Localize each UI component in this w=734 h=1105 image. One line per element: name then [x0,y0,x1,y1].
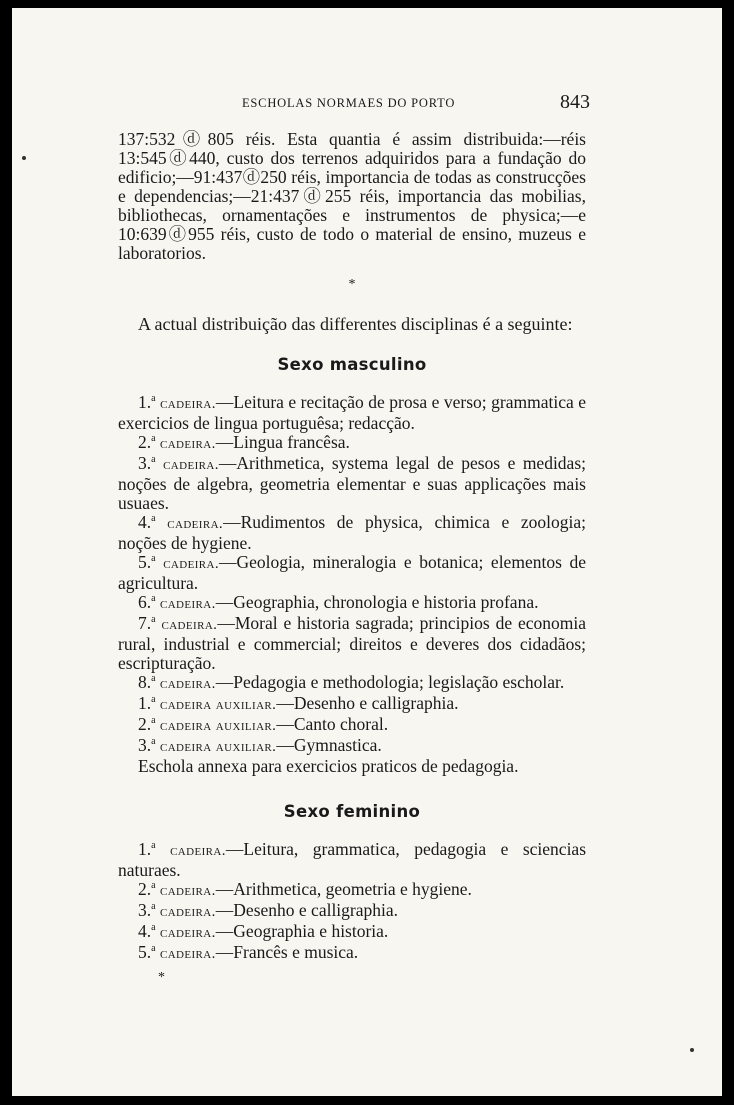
page-body [118,130,586,987]
section-heading-female: Sexo feminino [283,802,421,821]
list-item: 3.$^a$ cadeira.—Arithmetica, systema legal de pesos e medidas; noções de algebra, geometria elementar e suas applicações mais usuaes. [118,453,586,513]
list-item: 3.$^a$ cadeira.—Desenho e calligraphia. [138,900,399,920]
list-item: 7.$^a$ cadeira.—Moral e historia sagrada; principios de economia rural, industrial e commercial; direitos e deveres dos cidadãos; escripturação. [118,613,586,673]
entry-text: —Leitura, grammatica, pedagogia e sciencias naturaes. [118,839,587,880]
list-item: 6.$^a$ cadeira.—Geographia, chronologia e historia profana. [138,592,539,612]
entry-text: —Rudimentos de physica, chimica e zoologia; noções de hygiene. [118,512,587,553]
entry-text: —Geographia e historia. [215,921,389,941]
male-subject-list [118,393,586,776]
female-subject-list [118,840,586,964]
list-item: 3.$^a$ cadeira auxiliar.—Gymnastica. [138,735,382,755]
ink-speck [22,156,26,160]
entry-text: —Leitura e recitação de prosa e verso; grammatica e exercicios de lingua portuguêsa; redacção. [118,392,586,433]
list-item: 2.$^a$ cadeira auxiliar.—Canto choral. [138,714,389,734]
running-title: ESCHOLAS NORMAES DO PORTO [242,96,456,110]
entry-label: cadeira. [159,925,216,941]
list-item: 5.$^a$ cadeira.—Geologia, mineralogia e botanica; elementos de agricultura. [118,552,586,593]
end-asterisk: * [158,970,165,985]
entry-text: —Geologia, mineralogia e botanica; elementos de agricultura. [118,552,586,593]
entry-label: cadeira. [160,396,216,412]
list-item: 4.$^a$ cadeira.—Geographia e historia. [138,921,389,941]
entry-label: cadeira. [163,556,220,572]
entry-label: cadeira. [159,904,216,920]
entry-label: cadeira. [167,516,224,532]
section-heading-male: Sexo masculino [277,355,427,374]
entry-label: cadeira auxiliar. [159,718,277,734]
distribution-intro: A actual distribuição das differentes disciplinas é a seguinte: [138,314,573,334]
asterism-separator: * [348,277,356,292]
entry-text: —Lingua francêsa. [215,432,350,452]
entry-text: —Francês e musica. [215,942,359,962]
entry-label: cadeira. [159,946,216,962]
list-item: 1.$^a$ cadeira.—Leitura e recitação de prosa e verso; grammatica e exercicios de lingua portuguêsa; redacção. [118,392,586,433]
page-header [12,91,722,120]
annex-line: Eschola annexa para exercicios praticos de pedagogia. [138,756,519,776]
entry-text: —Desenho e calligraphia. [215,900,399,920]
list-item: 4.$^a$ cadeira.—Rudimentos de physica, chimica e zoologia; noções de hygiene. [118,512,587,553]
entry-text: —Arithmetica, systema legal de pesos e medidas; noções de algebra, geometria elementar e suas applicações mais usuaes. [118,453,586,513]
list-item: 2.$^a$ cadeira.—Arithmetica, geometria e hygiene. [138,879,472,899]
entry-label: cadeira. [159,596,216,612]
entry-text: —Arithmetica, geometria e hygiene. [215,879,472,899]
page-number: 843 [560,91,590,113]
entry-text: —Desenho e calligraphia. [276,693,459,713]
list-item: 2.$^a$ cadeira.—Lingua francêsa. [138,432,350,452]
entry-text: —Gymnastica. [276,735,382,755]
entry-label: cadeira. [161,617,218,633]
entry-label: cadeira. [159,676,216,692]
entry-text: —Geographia, chronologia e historia profana. [215,592,539,612]
list-item: 1.$^a$ cadeira.—Leitura, grammatica, pedagogia e sciencias naturaes. [118,839,587,880]
entry-label: cadeira. [170,843,226,859]
entry-text: —Canto choral. [276,714,389,734]
entry-text: —Moral e historia sagrada; principios de economia rural, industrial e commercial; direitos e deveres dos cidadãos; escripturação. [118,613,586,673]
entry-label: cadeira auxiliar. [159,697,277,713]
list-item: 8.$^a$ cadeira.—Pedagogia e methodologia; legislação escholar. [138,672,565,692]
entry-label: cadeira. [159,436,216,452]
entry-label: cadeira. [163,457,219,473]
entry-label: cadeira. [159,883,216,899]
intro-paragraph: 137:532ⓓ805 réis. Esta quantia é assim distribuida:—réis 13:545ⓓ440, custo dos terrenos adquiridos para a fundação do edificio;—91:437ⓓ250 réis, importancia de todas as construcções e dependencias;—21:437ⓓ255 réis, importancia das mobilias, bibliothecas, ornamentações e instrumentos de physica;—e 10:639ⓓ955 réis, custo de todo o material de ensino, muzeus e laboratorios. [118,129,586,263]
entry-label: cadeira auxiliar. [159,739,277,755]
list-item: 5.$^a$ cadeira.—Francês e musica. [138,942,359,962]
ink-speck [690,1048,694,1052]
entry-text: —Pedagogia e methodologia; legislação escholar. [215,672,565,692]
list-item: 1.$^a$ cadeira auxiliar.—Desenho e calligraphia. [138,693,459,713]
document-page [12,8,722,1096]
